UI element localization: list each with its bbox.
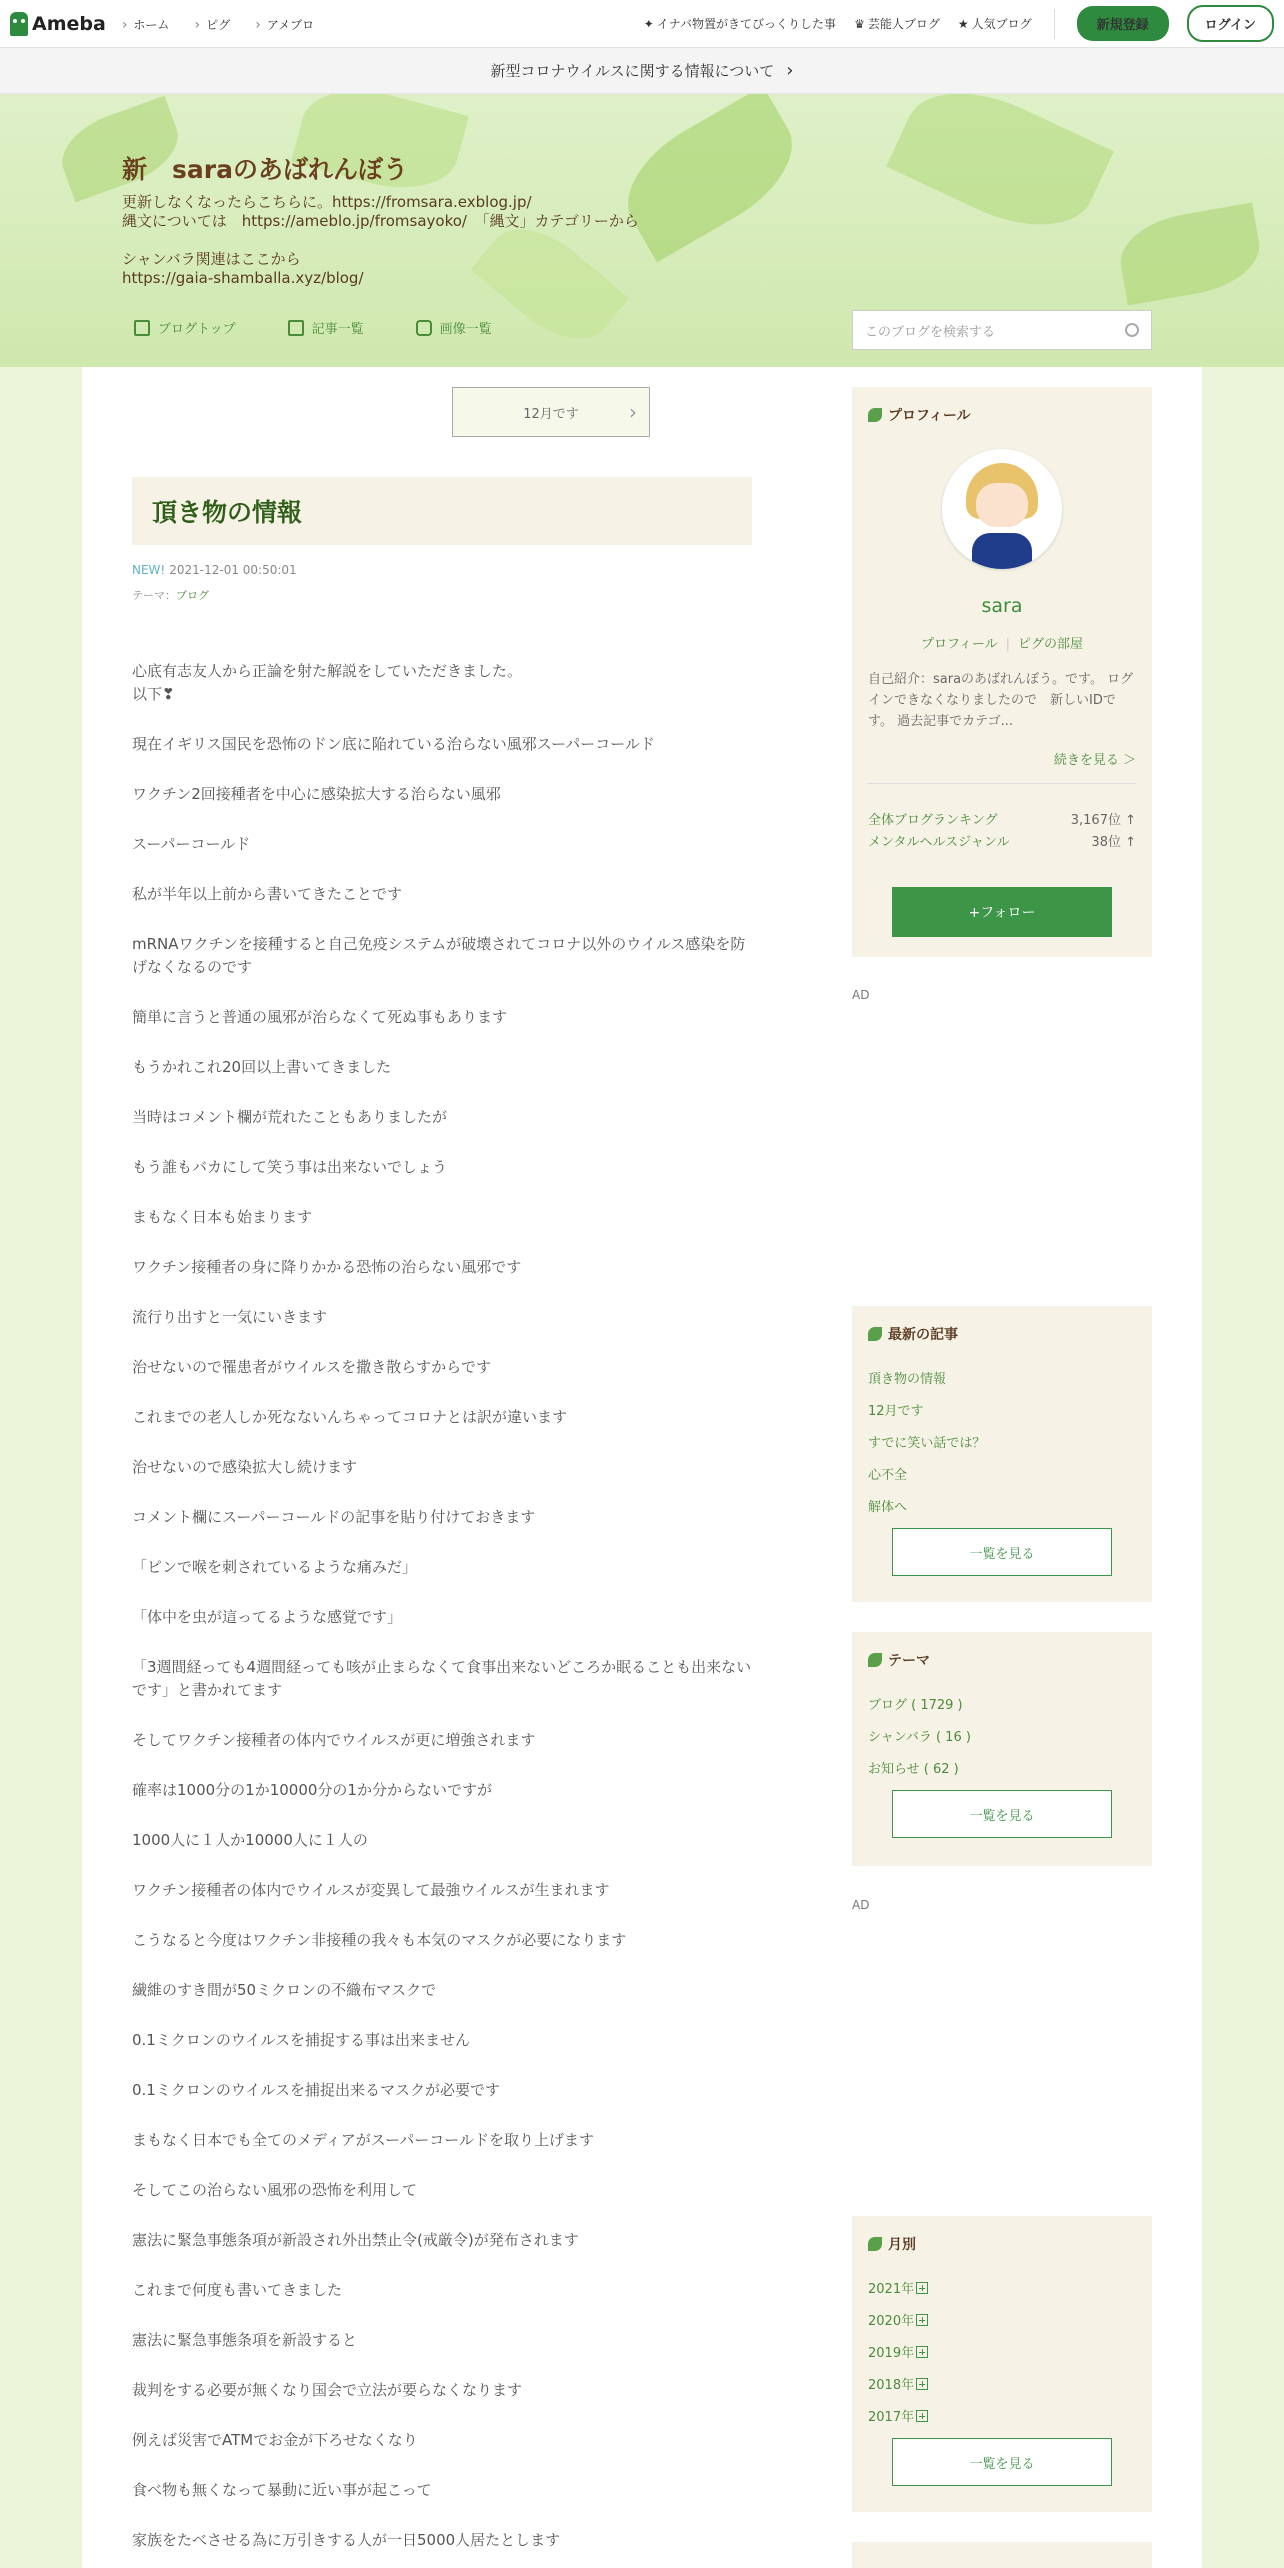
article-paragraph: もうかれこれ20回以上書いてきました — [132, 1058, 392, 1076]
leaf-icon — [868, 2237, 882, 2251]
recent-articles-card — [852, 1306, 1152, 1602]
article-paragraph: 憲法に緊急事態条項が新設され外出禁止令(戒厳令)が発布されます — [132, 2231, 579, 2249]
blog-title[interactable]: 新 saraのあばれんぼう — [122, 155, 408, 184]
blog-nav — [134, 318, 492, 337]
year-label: 2021年 — [868, 2282, 915, 2297]
featured-link-label: イナバ物置がきてびっくりした事 — [656, 17, 837, 31]
expand-plus-icon[interactable] — [916, 2410, 928, 2422]
article-meta — [132, 563, 297, 577]
themes-see-all-button[interactable]: 一覧を見る — [892, 1790, 1112, 1838]
avatar-face — [976, 483, 1028, 527]
article-paragraph: 0.1ミクロンのウイルスを捕捉する事は出来ません — [132, 2031, 470, 2049]
search-placeholder: このブログを検索する — [865, 324, 996, 340]
expand-plus-icon[interactable] — [916, 2378, 928, 2390]
expand-plus-icon[interactable] — [916, 2282, 928, 2294]
leaf-decoration — [1114, 202, 1266, 305]
article-theme — [132, 587, 209, 603]
avatar-body — [972, 533, 1032, 569]
ranking-genre-value: 38位 ↑ — [1091, 835, 1136, 850]
recent-heading-text: 最新の記事 — [888, 1327, 958, 1343]
article-paragraph: まもなく日本でも全てのメディアがスーパーコールドを取り上げます — [132, 2131, 595, 2149]
year-label: 2018年 — [868, 2378, 915, 2393]
article-paragraph: 確率は1000分の1か10000分の1か分からないですが — [132, 1781, 492, 1799]
article-list-link[interactable] — [288, 318, 364, 337]
article-paragraph: ワクチン接種者の体内でウイルスが変異して最強ウイルスが生まれます — [132, 1881, 610, 1899]
profile-links — [852, 633, 1152, 652]
article-paragraph: 心底有志友人から正論を射た解説をしていただきました。 以下❣ — [132, 662, 523, 703]
month-year-item[interactable] — [868, 2406, 1136, 2425]
month-year-item[interactable] — [868, 2342, 1136, 2361]
article-paragraph: 例えば災害でATMでお金が下ろせなくなり — [132, 2431, 418, 2449]
leaf-decoration — [291, 94, 469, 203]
nav-ameblo[interactable]: › アメブロ — [255, 18, 314, 32]
themes-heading-text: テーマ — [888, 1653, 930, 1669]
year-label: 2019年 — [868, 2346, 915, 2361]
blog-top-link[interactable] — [134, 318, 236, 337]
read-more-link[interactable]: 続きを見る ＞ — [1053, 753, 1136, 768]
theme-link[interactable]: ブログ — [176, 589, 209, 602]
article-paragraph: 憲法に緊急事態条項を新設すると — [132, 2331, 358, 2349]
pigg-room-link[interactable]: ピグの部屋 — [1018, 637, 1084, 652]
profile-card — [852, 387, 1152, 957]
image-list-label: 画像一覧 — [439, 322, 492, 337]
popular-blog-link[interactable] — [958, 15, 1032, 32]
leaf-decoration — [886, 94, 1114, 251]
article-paragraph: 治せないので感染拡大し続けます — [132, 1458, 358, 1476]
recent-see-all-button[interactable]: 一覧を見る — [892, 1528, 1112, 1576]
article-paragraph: 治せないので罹患者がウイルスを撒き散らすからです — [132, 1358, 491, 1376]
blog-description: 更新しなくなったらこちらに。https://fromsara.exblog.jp/ 縄文については https://ameblo.jp/fromsayoko/ 「縄文」カテゴリーから シャンバラ関連はここから https://gaia-shamballa.xyz/blog/ — [122, 193, 639, 287]
article-paragraph: もう誰もバカにして笑う事は出来ないでしょう — [132, 1158, 448, 1176]
recent-article-link[interactable]: 心不全 — [868, 1468, 908, 1483]
article-paragraph: コメント欄にスーパーコールドの記事を貼り付けておきます — [132, 1508, 536, 1526]
article-paragraph: ワクチン接種者の身に降りかかる恐怖の治らない風邪です — [132, 1258, 522, 1276]
article-paragraph: 「ピンで喉を刺されているような痛みだ」 — [132, 1558, 418, 1576]
leaf-icon — [868, 408, 882, 422]
monthly-heading — [868, 2234, 1152, 2254]
featured-link[interactable] — [644, 15, 836, 32]
profile-heading — [868, 405, 1152, 425]
article-paragraph: こうなると今度はワクチン非接種の我々も本気のマスクが必要になります — [132, 1931, 627, 1949]
top-bar — [0, 0, 1284, 48]
article-paragraph: 当時はコメント欄が荒れたこともありましたが — [132, 1108, 448, 1126]
leaf-icon — [868, 1327, 882, 1341]
chevron-right-icon: › — [629, 400, 637, 424]
article-paragraph: 繊維のすき間が50ミクロンの不織布マスクで — [132, 1981, 437, 1999]
article-paragraph: これまでの老人しか死なないんちゃってコロナとは訳が違います — [132, 1408, 568, 1426]
celebrity-blog-link[interactable] — [854, 15, 940, 32]
recent-heading — [868, 1324, 1152, 1344]
themes-heading — [868, 1650, 1152, 1670]
signup-button[interactable]: 新規登録 — [1077, 6, 1169, 41]
article-paragraph: 家族をたべさせる為に万引きする人が一日5000人居たとします — [132, 2531, 561, 2549]
article-title[interactable]: 頂き物の情報 — [132, 477, 752, 545]
divider — [868, 783, 1136, 784]
crown-icon: ♛ — [854, 17, 865, 31]
ameba-logo-icon — [10, 12, 28, 36]
themes-card — [852, 1632, 1152, 1866]
article-paragraph: スーパーコールド — [132, 835, 251, 853]
article-paragraph: そしてワクチン接種者の体内でウイルスが更に増強されます — [132, 1731, 536, 1749]
recent-article-link[interactable]: 12月です — [868, 1404, 924, 1419]
blog-search-input[interactable] — [852, 310, 1152, 350]
divider — [1054, 9, 1055, 39]
profile-link[interactable]: プロフィール — [920, 637, 998, 652]
recent-article-link[interactable]: 解体へ — [868, 1500, 908, 1515]
logo-text: Ameba — [32, 12, 106, 35]
popular-blog-label: 人気ブログ — [971, 17, 1032, 31]
article-paragraph: そしてこの治らない風邪の恐怖を利用して — [132, 2181, 418, 2199]
theme-label: テーマ： — [132, 589, 176, 602]
article-body — [132, 660, 752, 2568]
article-paragraph: 裁判をする必要が無くなり国会で立法が要らなくなります — [132, 2381, 523, 2399]
theme-link[interactable]: お知らせ ( 62 ) — [868, 1762, 959, 1777]
avatar[interactable] — [942, 449, 1062, 569]
copy-icon — [288, 320, 304, 336]
expand-plus-icon[interactable] — [916, 2314, 928, 2326]
notice-text: 新型コロナウイルスに関する情報について — [490, 62, 775, 80]
recent-article-link[interactable]: 頂き物の情報 — [868, 1372, 947, 1387]
ranking-overall-label: 全体ブログランキング — [868, 813, 998, 828]
article-paragraph: 「3週間経っても4週間経っても咳が止まらなくて食事出来ないどころか眠ることも出来ないです」と書かれてます — [132, 1658, 752, 1699]
ad-label: AD — [852, 988, 870, 1002]
nav-pigg[interactable]: › ピグ — [195, 18, 231, 32]
search-icon[interactable] — [1125, 323, 1139, 337]
camera-icon — [416, 320, 432, 336]
year-label: 2020年 — [868, 2314, 915, 2329]
profile-heading-text: プロフィール — [888, 408, 971, 424]
ranking-genre[interactable] — [868, 831, 1136, 850]
ameba-logo[interactable] — [10, 12, 106, 36]
ad-label: AD — [852, 1898, 870, 1912]
article-paragraph: これまで何度も書いてきました — [132, 2281, 343, 2299]
month-year-item[interactable] — [868, 2310, 1136, 2329]
article-paragraph: まもなく日本も始まります — [132, 1208, 313, 1226]
recent-article-link[interactable]: すでに笑い話では？ — [868, 1436, 986, 1451]
leaf-decoration — [52, 96, 189, 203]
follow-button[interactable]: +フォロー — [892, 887, 1112, 937]
sparkle-icon: ✦ — [643, 17, 654, 31]
article-paragraph: mRNAワクチンを接種すると自己免疫システムが破壊されてコロナ以外のウイルス感染を防げなくなるのです — [132, 935, 746, 976]
prev-article-label: 12月です — [523, 406, 579, 422]
login-button[interactable]: ログイン — [1187, 5, 1274, 42]
next-sidebar-card — [852, 2542, 1152, 2568]
document-icon — [134, 320, 150, 336]
article-paragraph: 簡単に言うと普通の風邪が治らなくて死ぬ事もあります — [132, 1008, 508, 1026]
article-date: 2021-12-01 00:50:01 — [169, 563, 297, 577]
new-badge: NEW! — [132, 563, 166, 577]
month-year-item[interactable] — [868, 2278, 1136, 2297]
blog-top-label: ブログトップ — [158, 322, 236, 337]
theme-link[interactable]: シャンバラ ( 16 ) — [868, 1730, 971, 1745]
celebrity-blog-label: 芸能人ブログ — [867, 17, 940, 31]
article-paragraph: 私が半年以上前から書いてきたことです — [132, 885, 403, 903]
year-label: 2017年 — [868, 2410, 915, 2425]
expand-plus-icon[interactable] — [916, 2346, 928, 2358]
monthly-see-all-button[interactable]: 一覧を見る — [892, 2438, 1112, 2486]
article-list-label: 記事一覧 — [311, 322, 364, 337]
profile-name[interactable]: sara — [981, 595, 1023, 617]
article-paragraph: 現在イギリス国民を恐怖のドン底に陥れている治らない風邪スーパーコールド — [132, 735, 655, 753]
leaf-icon — [868, 1653, 882, 1667]
image-list-link[interactable] — [416, 318, 492, 337]
nav-home[interactable]: › ホーム — [122, 18, 170, 32]
divider: | — [1005, 637, 1011, 652]
ranking-overall-value: 3,167位 ↑ — [1070, 813, 1136, 828]
star-icon: ★ — [957, 17, 969, 31]
covid-notice-bar[interactable] — [0, 48, 1284, 94]
ranking-genre-label: メンタルヘルスジャンル — [868, 835, 1010, 850]
monthly-heading-text: 月別 — [888, 2237, 916, 2253]
article-paragraph: 食べ物も無くなって暴動に近い事が起こって — [132, 2481, 432, 2499]
article-paragraph: 1000人に１人か10000人に１人の — [132, 1831, 368, 1849]
article-paragraph: 0.1ミクロンのウイルスを捕捉出来るマスクが必要です — [132, 2081, 500, 2099]
ranking-overall[interactable] — [868, 809, 1136, 828]
article-paragraph: 「体中を虫が這ってるような感覚です」 — [132, 1608, 403, 1626]
chevron-right-icon: › — [786, 60, 794, 81]
profile-description: 自己紹介：saraのあばれんぼう。です。 ログインできなくなりましたので 新しいIDです。 過去記事でカテゴ... — [868, 672, 1134, 729]
global-nav — [122, 14, 334, 33]
prev-article-button[interactable] — [452, 387, 650, 437]
month-year-item[interactable] — [868, 2374, 1136, 2393]
theme-link[interactable]: ブログ ( 1729 ) — [868, 1698, 963, 1713]
article-paragraph: 流行り出すと一気にいきます — [132, 1308, 328, 1326]
monthly-archive-card — [852, 2216, 1152, 2512]
article-paragraph: ワクチン2回接種者を中心に感染拡大する治らない風邪 — [132, 785, 501, 803]
